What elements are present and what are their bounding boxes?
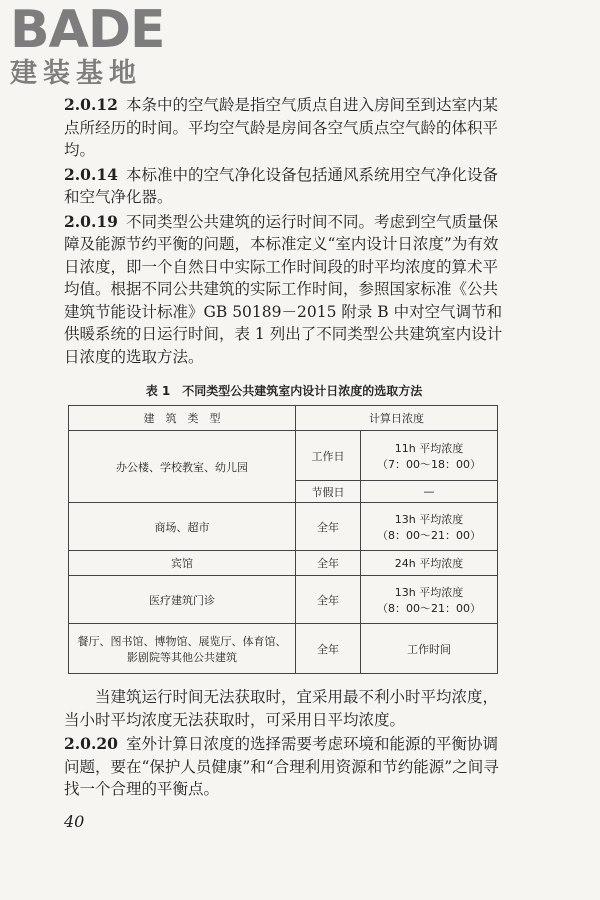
cell-value-line: （8：00～21：00） — [377, 528, 481, 542]
header-building-type: 建 筑 类 型 — [69, 406, 296, 431]
cell-value-line: （8：00～21：00） — [377, 601, 481, 615]
clause-2-0-14 — [64, 164, 504, 209]
table-row — [69, 503, 498, 551]
clause-2-0-19 — [64, 211, 504, 369]
logo-subtitle: 建装基地 — [10, 58, 142, 89]
cell-building: 商场、超市 — [69, 503, 296, 551]
header-calc-concentration: 计算日浓度 — [296, 406, 498, 431]
table-title: 表 1 不同类型公共建筑室内设计日浓度的选取方法 — [145, 384, 423, 398]
cell-value: — — [361, 481, 498, 503]
cell-building: 宾馆 — [69, 551, 296, 576]
clause-number: 2.0.14 — [64, 164, 118, 184]
cell-value-line: 13h 平均浓度 — [394, 512, 464, 526]
cell-value — [361, 576, 498, 624]
cell-value: 工作时间 — [361, 624, 498, 674]
logo-text: BADE — [10, 0, 165, 60]
paragraph-after-table: 当建筑运行时间无法获取时，宜采用最不利小时平均浓度，当小时平均浓度无法获取时，可采用日平均浓度。 — [64, 688, 499, 729]
clause-2-0-12 — [64, 94, 504, 162]
cell-value-line: 13h 平均浓度 — [394, 585, 464, 599]
table-row — [69, 551, 498, 576]
clause-number: 2.0.20 — [64, 734, 118, 753]
clause-number: 2.0.12 — [64, 95, 118, 114]
cell-building: 医疗建筑门诊 — [69, 576, 296, 624]
cell-value — [361, 431, 498, 481]
cell-period: 全年 — [296, 624, 361, 674]
clause-text: 室外计算日浓度的选择需要考虑环境和能源的平衡协调问题，要在“保护人员健康”和“合理利用资源和节约能源”之间寻找一个合理的平衡点。 — [64, 735, 499, 798]
table-row — [69, 431, 498, 481]
table-header-row — [69, 406, 498, 431]
cell-building-line: 餐厅、图书馆、博物馆、展览厅、体育馆、 — [77, 634, 287, 648]
clause-text: 不同类型公共建筑的运行时间不同。考虑到空气质量保障及能源节约平衡的问题，本标准定义“室内设计日浓度”为有效日浓度，即一个自然日中实际工作时间段的时平均浓度的算术平均值。根据不同公共建筑的实际工作时间，参照国家标准《公共建筑节能设计标准》GB 50189－2015 附录 B 中对空气调节和供暖系统的日运行时间，表 1 列出了不同类型公共建筑室内设计日浓度的选取方法。 — [64, 212, 503, 366]
cell-value: 24h 平均浓度 — [361, 551, 498, 576]
clause-number: 2.0.19 — [64, 211, 118, 231]
cell-period: 全年 — [296, 551, 361, 576]
logo — [10, 0, 190, 90]
page-content — [64, 94, 504, 803]
cell-period: 工作日 — [296, 431, 361, 481]
table-row — [69, 624, 498, 674]
daily-concentration-table — [68, 405, 498, 674]
cell-value — [361, 503, 498, 551]
clause-2-0-20 — [64, 733, 504, 801]
cell-building-line: 影剧院等其他公共建筑 — [127, 650, 237, 664]
page-number: 40 — [64, 812, 85, 831]
cell-building: 办公楼、学校教室、幼儿园 — [69, 431, 296, 503]
cell-period: 全年 — [296, 576, 361, 624]
cell-value-line: 11h 平均浓度 — [394, 441, 464, 455]
table-row — [69, 576, 498, 624]
cell-value-line: （7：00～18：00） — [377, 457, 481, 471]
cell-building — [69, 624, 296, 674]
clause-text: 本标准中的空气净化设备包括通风系统用空气净化设备和空气净化器。 — [64, 165, 498, 206]
clause-text: 本条中的空气龄是指空气质点自进入房间至到达室内某点所经历的时间。平均空气龄是房间各空气质点空气龄的体积平均。 — [64, 96, 499, 159]
cell-period: 节假日 — [296, 481, 361, 503]
cell-period: 全年 — [296, 503, 361, 551]
